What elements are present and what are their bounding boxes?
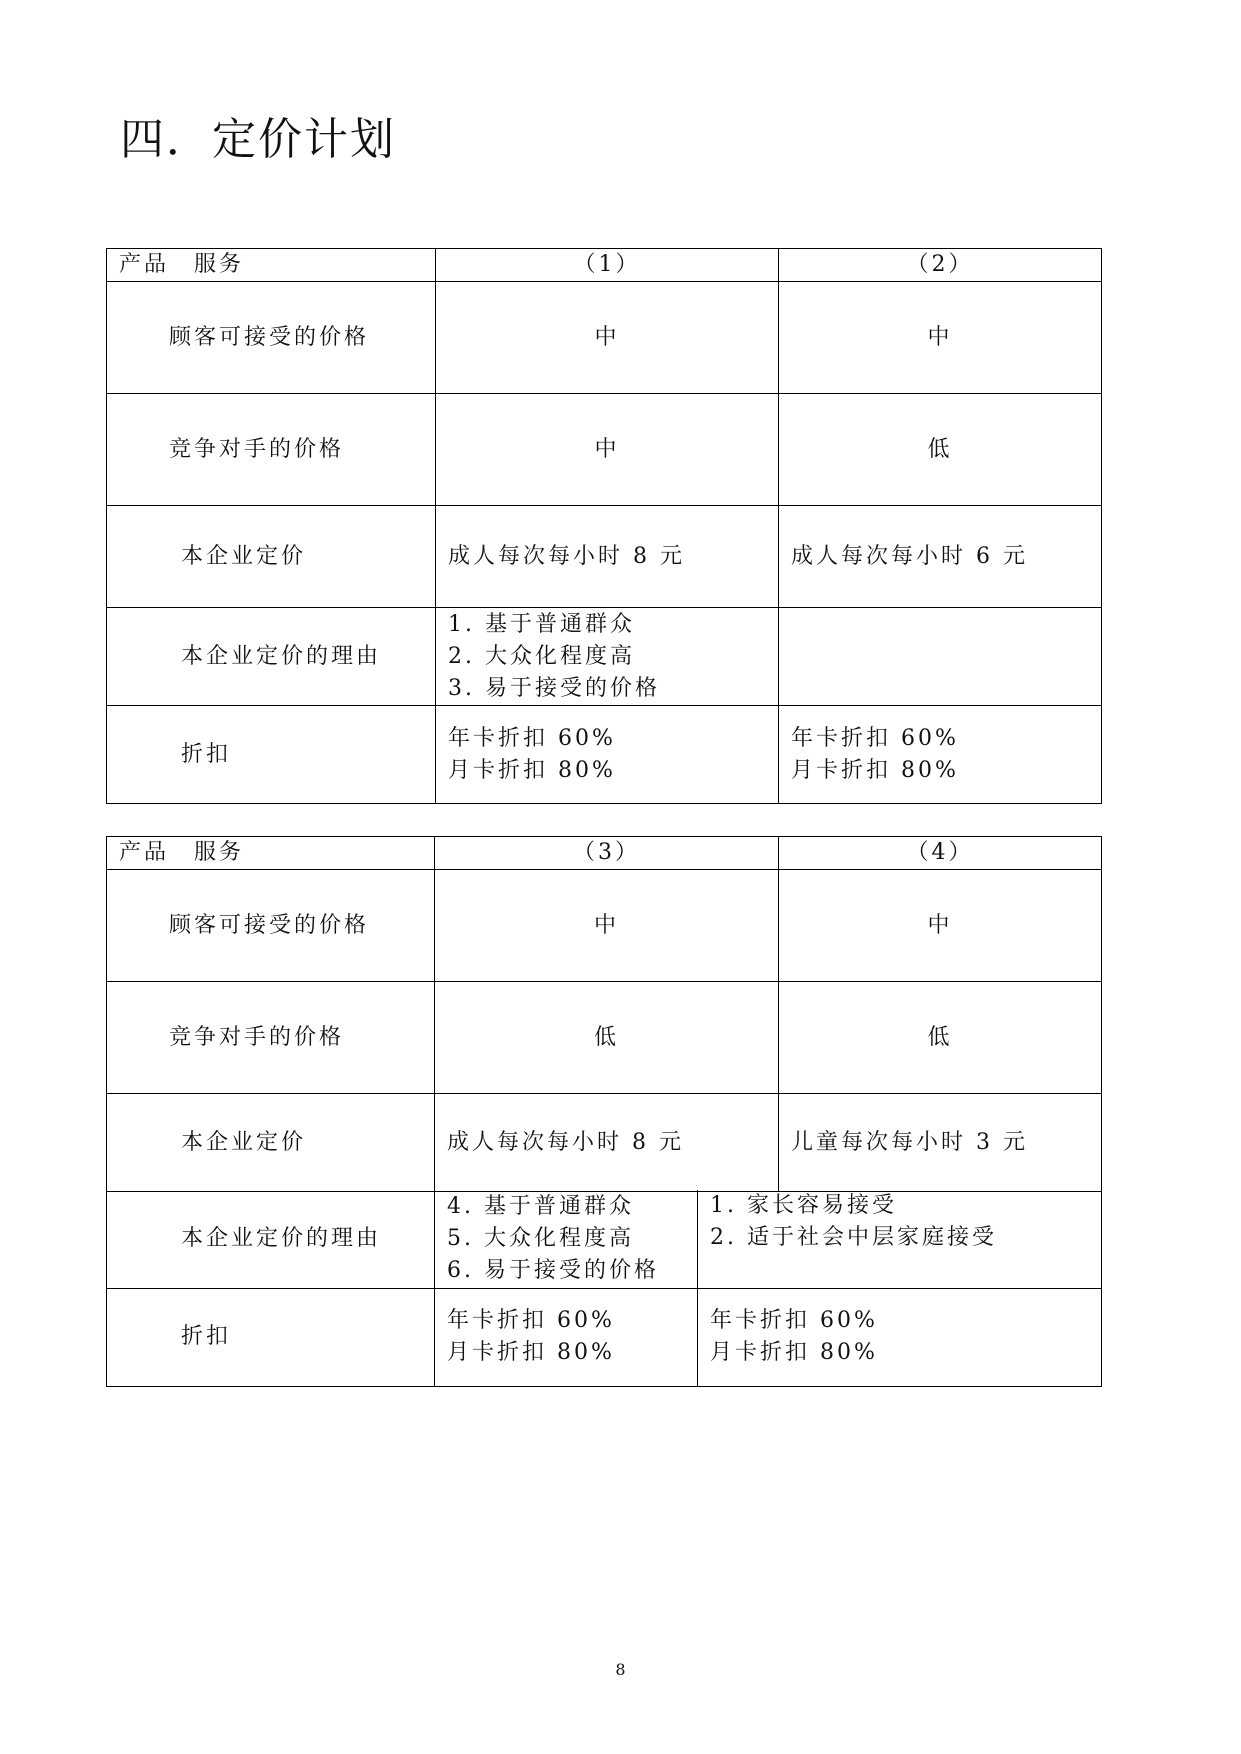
row-label: 本企业定价的理由 [107, 608, 436, 706]
table-cell: 中 [779, 870, 1102, 982]
reason-item: 1. 基于普通群众 [448, 611, 635, 637]
reason-item: 2. 大众化程度高 [448, 643, 635, 669]
row-label: 竞争对手的价格 [107, 394, 436, 506]
reason-item: 4. 基于普通群众 [447, 1193, 634, 1219]
discount-cell [698, 1288, 1102, 1386]
table-cell: 成人每次每小时 6 元 [779, 506, 1102, 608]
page-heading: 四．定价计划 [120, 114, 396, 165]
reason-item: 2. 适于社会中层家庭接受 [710, 1225, 997, 1250]
page-number: 8 [615, 1660, 626, 1679]
competitor-price-row [107, 982, 1102, 1094]
table-cell: 低 [779, 982, 1102, 1094]
discount-item: 年卡折扣 60% [447, 1308, 615, 1333]
pricing-reason-row [107, 608, 1102, 706]
row-label: 折扣 [107, 706, 436, 804]
table-cell: 低 [435, 982, 779, 1094]
discount-row [107, 706, 1102, 804]
column-header-1: （1） [436, 249, 779, 282]
pricing-table-2-lower [106, 1190, 1102, 1387]
discount-row [107, 1288, 1102, 1386]
pricing-reason-row [107, 1190, 1102, 1288]
reason-list-cell-empty [779, 608, 1102, 706]
row-label: 顾客可接受的价格 [107, 282, 436, 394]
corner-header-cell: 产品 服务 [107, 249, 436, 282]
discount-cell [779, 706, 1102, 804]
discount-item: 月卡折扣 80% [791, 757, 959, 783]
row-label: 本企业定价的理由 [107, 1190, 435, 1288]
table-cell: 中 [436, 394, 779, 506]
reason-item: 3. 易于接受的价格 [448, 675, 660, 701]
table-cell: 中 [779, 282, 1102, 394]
reason-list-cell [436, 608, 779, 706]
reason-item: 6. 易于接受的价格 [447, 1257, 659, 1283]
table-cell: 成人每次每小时 8 元 [436, 506, 779, 608]
column-header-4: （4） [779, 837, 1102, 870]
corner-header-cell: 产品 服务 [107, 837, 435, 870]
reason-item: 1. 家长容易接受 [710, 1193, 897, 1218]
acceptable-price-row [107, 282, 1102, 394]
row-label: 折扣 [107, 1288, 435, 1386]
column-header-3: （3） [435, 837, 779, 870]
discount-item: 年卡折扣 60% [791, 725, 959, 751]
acceptable-price-row [107, 870, 1102, 982]
table-cell: 成人每次每小时 8 元 [435, 1094, 779, 1192]
table-cell: 儿童每次每小时 3 元 [779, 1094, 1102, 1192]
table-header-row [107, 249, 1102, 282]
discount-item: 月卡折扣 80% [710, 1340, 878, 1365]
reason-list-cell [435, 1190, 698, 1288]
reason-item: 5. 大众化程度高 [447, 1225, 634, 1251]
column-header-2: （2） [779, 249, 1102, 282]
pricing-table-2 [106, 836, 1102, 1192]
discount-cell [435, 1288, 698, 1386]
discount-item: 月卡折扣 80% [447, 1340, 615, 1365]
row-label: 本企业定价 [107, 506, 436, 608]
row-label: 顾客可接受的价格 [107, 870, 435, 982]
table-cell: 低 [779, 394, 1102, 506]
pricing-table-1 [106, 248, 1102, 804]
table-cell: 中 [436, 282, 779, 394]
discount-cell [436, 706, 779, 804]
company-price-row [107, 1094, 1102, 1192]
table-header-row [107, 837, 1102, 870]
company-price-row [107, 506, 1102, 608]
row-label: 本企业定价 [107, 1094, 435, 1192]
row-label: 竞争对手的价格 [107, 982, 435, 1094]
reason-list-cell [698, 1190, 1102, 1288]
discount-item: 月卡折扣 80% [448, 757, 616, 783]
competitor-price-row [107, 394, 1102, 506]
table-cell: 中 [435, 870, 779, 982]
discount-item: 年卡折扣 60% [448, 725, 616, 751]
discount-item: 年卡折扣 60% [710, 1308, 878, 1333]
